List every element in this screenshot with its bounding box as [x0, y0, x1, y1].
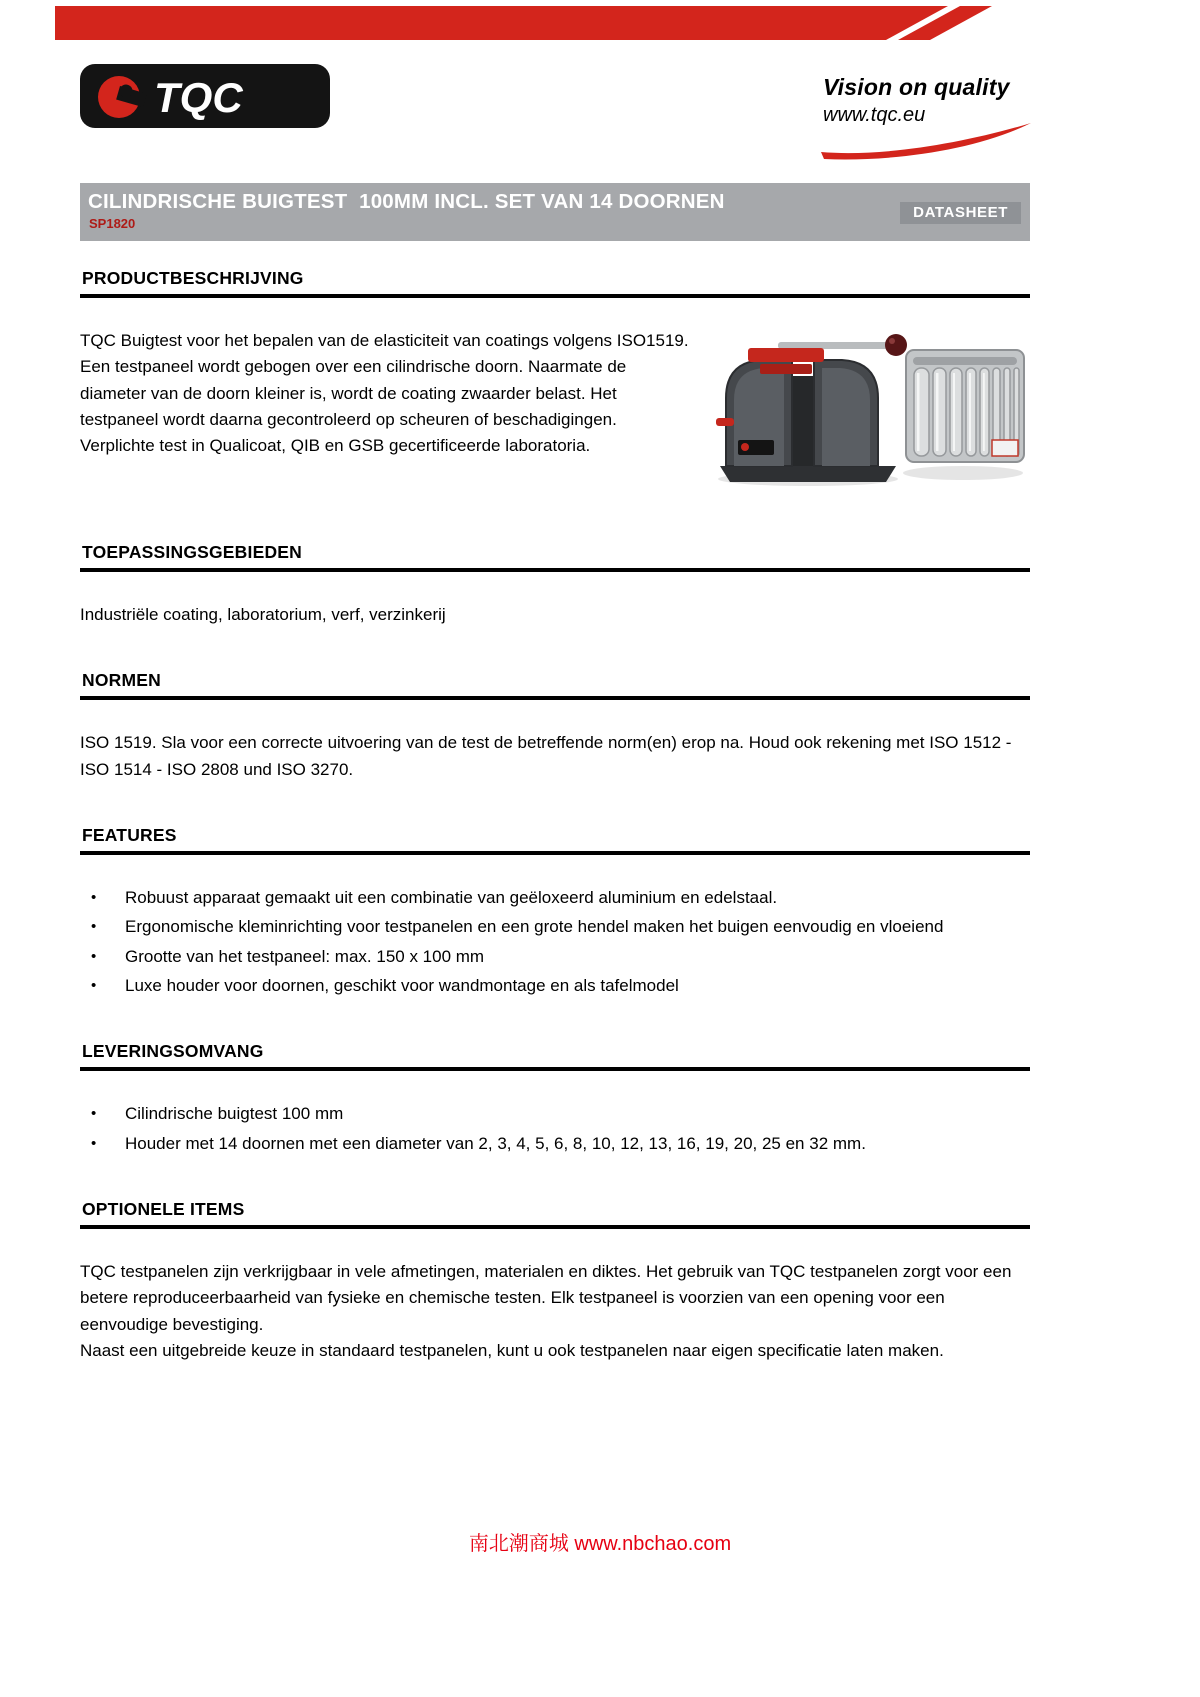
- product-description-para2: Verplichte test in Qualicoat, QIB en GSB gecertificeerde laboratoria.: [80, 436, 591, 456]
- footer: [0, 1527, 1200, 1556]
- list-item: • Houder met 14 doornen met een diameter van 2, 3, 4, 5, 6, 8, 10, 12, 13, 16, 19, 20, 25 en 32 mm.: [125, 1131, 1030, 1157]
- page-title: CILINDRISCHE BUIGTEST 100MM INCL. SET VAN 14 DOORNEN: [88, 190, 725, 213]
- product-description-para1: TQC Buigtest voor het bepalen van de elasticiteit van coatings volgens ISO1519. Een testpaneel wordt gebogen over een cilindrische doorn. Naarmate de diameter van de doorn kleiner is, wordt de coating zwaarder belast. Het testpaneel wordt daarna gecontroleerd op scheuren of beschadigingen.: [80, 331, 689, 430]
- datasheet-badge: DATASHEET: [900, 202, 1021, 224]
- optionele-items-para2: Naast een uitgebreide keuze in standaard testpanelen, kunt u ook testpanelen naar eigen specificatie laten maken.: [80, 1341, 944, 1361]
- brand-tagline-block: [823, 74, 1038, 127]
- logo-text: TQC: [154, 74, 243, 121]
- list-item: • Cilindrische buigtest 100 mm: [125, 1101, 1030, 1127]
- product-photo: [708, 320, 1030, 492]
- title-bar: [80, 183, 1030, 241]
- section-rule: [80, 1067, 1030, 1071]
- leveringsomvang-list: [80, 1101, 1030, 1157]
- section-body-productbeschrijving: [80, 328, 1030, 500]
- section-rule: [80, 851, 1030, 855]
- mandrel-holder-illustration: [906, 350, 1024, 462]
- brand-website-link[interactable]: www.tqc.eu: [823, 104, 926, 126]
- main-content: [80, 183, 1030, 1364]
- list-item: • Grootte van het testpaneel: max. 150 x 100 mm: [125, 944, 1030, 970]
- toepassingsgebieden-text: Industriële coating, laboratorium, verf, verzinkerij: [80, 605, 446, 624]
- section-heading-features: FEATURES: [82, 825, 177, 846]
- section-heading-toepassingsgebieden: TOEPASSINGSGEBIEDEN: [82, 542, 303, 562]
- section-rule: [80, 696, 1030, 700]
- normen-text: ISO 1519. Sla voor een correcte uitvoering van de test de betreffende norm(en) erop na. Houd ook rekening met ISO 1512 - ISO 1514 - ISO 2808 und ISO 3270.: [80, 733, 1012, 779]
- section-heading-optionele-items: OPTIONELE ITEMS: [82, 1199, 245, 1220]
- list-item: • Ergonomische kleminrichting voor testpanelen en een grote hendel maken het buigen eenvoudig en vloeiend: [125, 914, 1030, 940]
- section-rule: [80, 568, 1030, 572]
- section-heading-productbeschrijving: PRODUCTBESCHRIJVING: [82, 268, 304, 288]
- optionele-items-para1: TQC testpanelen zijn verkrijgbaar in vele afmetingen, materialen en diktes. Het gebruik van TQC testpanelen zorgt voor een betere reproduceerbaarheid van fysieke en chemische testen. Elk testpaneel is voorzien van een opening voor een eenvoudige bevestiging.: [80, 1262, 1012, 1334]
- section-heading-leveringsomvang: LEVERINGSOMVANG: [82, 1041, 264, 1062]
- list-item: • Luxe houder voor doornen, geschikt voor wandmontage en als tafelmodel: [125, 973, 1030, 999]
- list-item: • Robuust apparaat gemaakt uit een combinatie van geëloxeerd aluminium en edelstaal.: [125, 885, 1030, 911]
- tagline-text: Vision on quality: [823, 74, 1010, 100]
- section-rule: [80, 294, 1030, 298]
- product-code: SP1820: [89, 216, 136, 231]
- tagline-red-swoosh: [819, 122, 1034, 162]
- tqc-logo: [80, 64, 330, 128]
- section-heading-normen: NORMEN: [82, 670, 161, 691]
- top-red-banner: [0, 0, 1200, 46]
- bend-tester-illustration: [716, 334, 907, 482]
- section-rule: [80, 1225, 1030, 1229]
- features-list: [80, 885, 1030, 999]
- footer-shop-link[interactable]: 南北潮商城 www.nbchao.com: [468, 1533, 732, 1555]
